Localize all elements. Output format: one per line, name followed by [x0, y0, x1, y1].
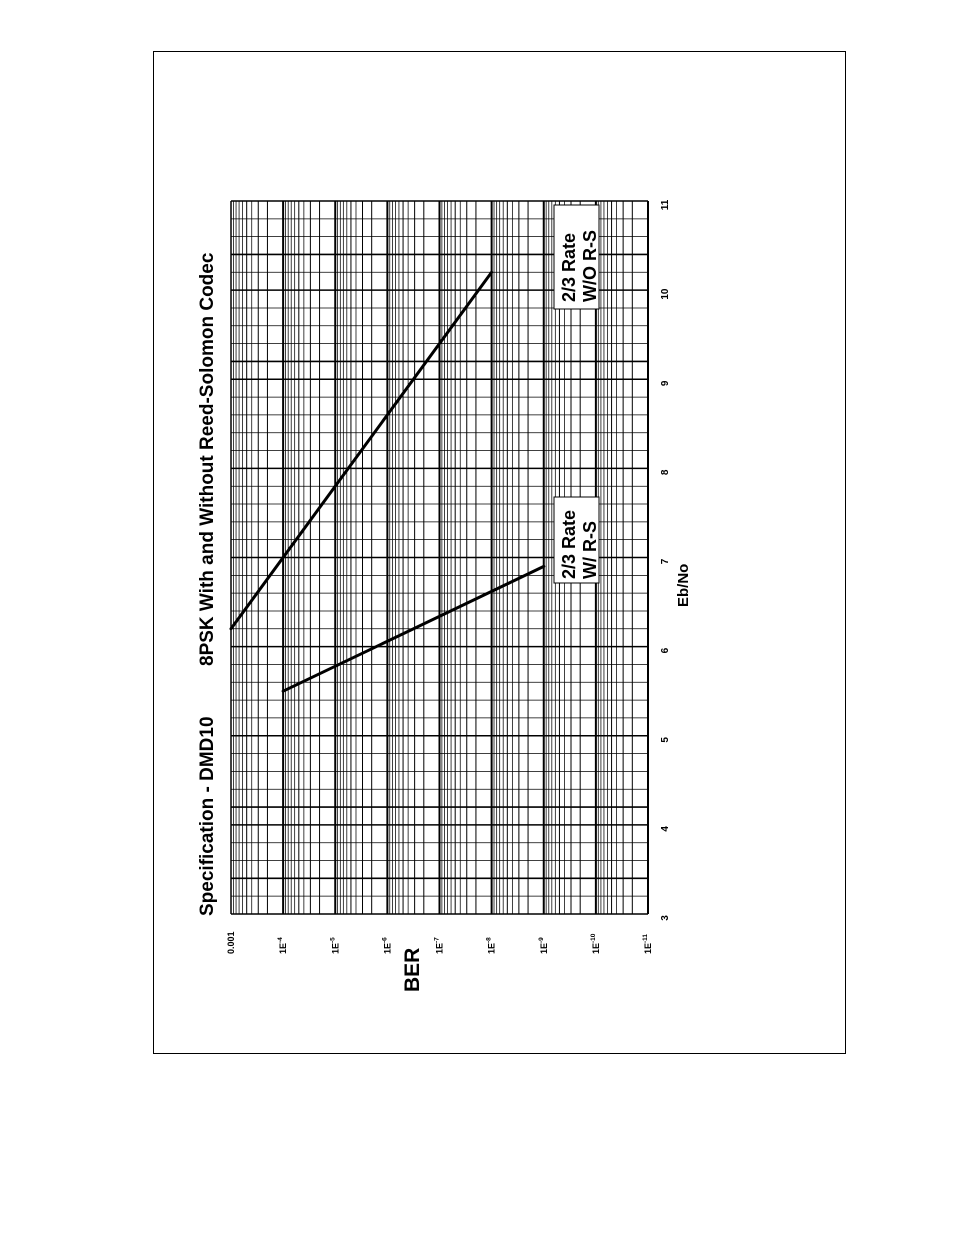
y-tick-label: $1E^{-9}$ [537, 937, 549, 954]
x-tick-label: 7 [660, 558, 671, 565]
chart-title-left: Specification - DMD10 [197, 716, 218, 916]
x-tick-label: 8 [660, 469, 671, 476]
y-tick-label: $1E^{-5}$ [329, 937, 341, 954]
x-tick-label: 9 [660, 380, 671, 387]
x-tick-label: 4 [660, 826, 671, 832]
x-tick-label: 6 [660, 647, 671, 654]
series-label-without-rs [554, 205, 600, 309]
chart-title-right: 8PSK With and Without Reed-Solomon Codec [197, 252, 218, 666]
series-label-line-1: 2/3 Rate [559, 509, 579, 579]
series-label-line-2: W/ R-S [580, 521, 600, 579]
x-tick-label: 3 [660, 915, 671, 921]
y-tick-label: $1E^{-4}$ [277, 937, 289, 954]
x-tick-label: 11 [660, 199, 671, 211]
x-axis-label: Eb/No [675, 563, 692, 607]
x-tick-label: 5 [660, 737, 671, 743]
series-label-line-2: W/O R-S [580, 230, 600, 302]
y-tick-label: $1E^{-8}$ [485, 937, 497, 954]
y-tick-label: $1E^{-6}$ [381, 937, 393, 954]
x-tick-label: 10 [660, 288, 671, 300]
series-label-line-1: 2/3 Rate [559, 232, 579, 302]
y-tick-label: $1E^{-10}$ [589, 933, 601, 954]
y-tick-label: $1E^{-7}$ [433, 937, 445, 954]
y-axis-label: BER [401, 947, 424, 992]
series-label-with-rs [554, 497, 600, 583]
y-tick-label: 0.001 [226, 931, 236, 954]
y-tick-label: $1E^{-11}$ [642, 933, 653, 954]
